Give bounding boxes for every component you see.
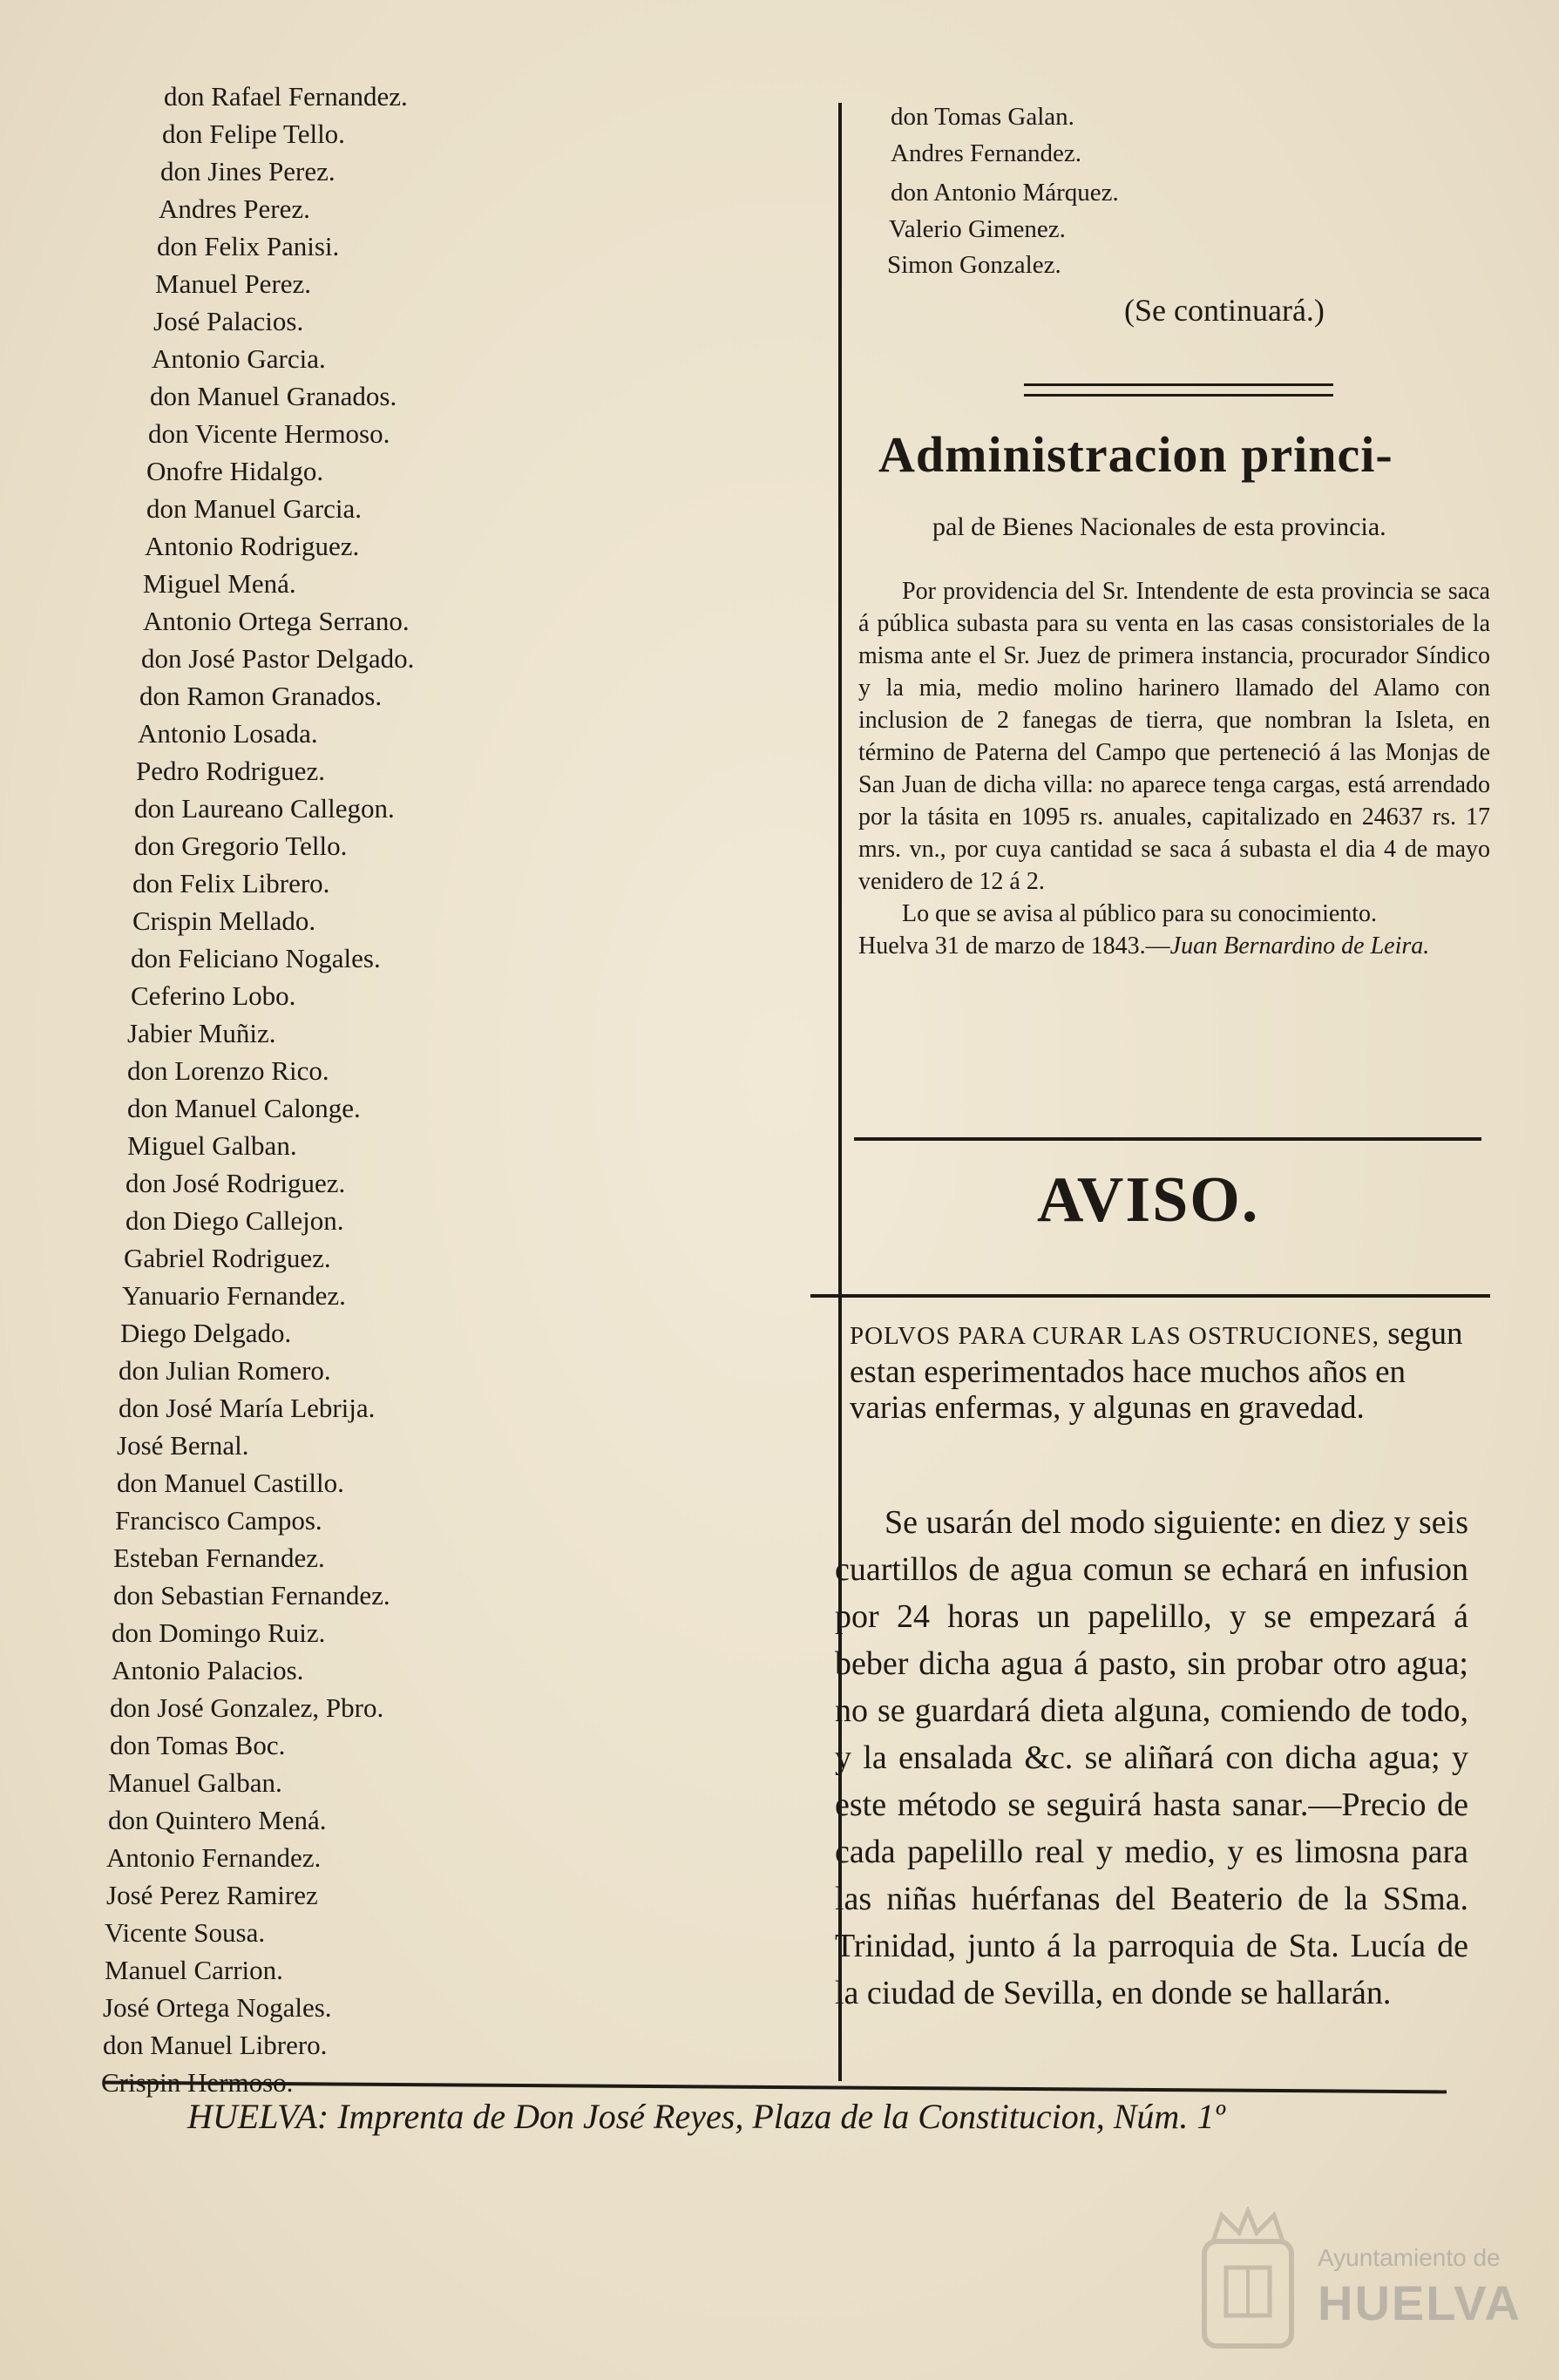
list-item: don Vicente Hermoso. xyxy=(148,418,390,449)
list-item: Manuel Carrion. xyxy=(105,1955,283,1985)
admin-public-notice: Lo que se avisa al público para su conocimiento. xyxy=(902,900,1378,927)
list-item: don Quintero Mená. xyxy=(108,1805,327,1835)
list-item: don Feliciano Nogales. xyxy=(131,943,381,973)
list-item: Gabriel Rodriguez. xyxy=(124,1243,331,1273)
watermark-line1: Ayuntamiento de xyxy=(1318,2244,1501,2271)
list-item: don Manuel Castillo. xyxy=(117,1468,344,1498)
list-item: don José María Lebrija. xyxy=(119,1393,376,1423)
list-item: don Jines Perez. xyxy=(160,156,336,186)
place-date: Huelva 31 de marzo de 1843.— xyxy=(858,932,1170,959)
list-item: don Tomas Boc. xyxy=(110,1730,286,1760)
section-divider xyxy=(854,1137,1481,1141)
list-item: Esteban Fernandez. xyxy=(113,1543,325,1573)
aviso-heading: AVISO. xyxy=(1037,1164,1260,1236)
aviso-paragraph: Se usarán del modo siguiente: en diez y seis cuartillos de agua comun se echará en infusion por 24 horas un papelillo, y se empezará á beber dicha agua á pasto, sin probar otro agua; no se guardará dieta alguna, comiendo de todo, y la ensalada &c. se aliñará con dicha agua; y este método se seguirá hasta sanar.—Precio de cada papelillo real y medio, y es limosna para las niñas huérfanas del Beaterio de la SSma. Trinidad, junto á la parroquia de Sta. Lucía de la ciudad de Sevilla, en donde se hallarán. xyxy=(835,1504,1468,2011)
list-item: Antonio Ortega Serrano. xyxy=(143,606,410,636)
list-item: Yanuario Fernandez. xyxy=(122,1280,346,1311)
list-item: José Palacios. xyxy=(153,306,304,336)
list-item: Miguel Galban. xyxy=(127,1130,297,1161)
list-item: Jabier Muñiz. xyxy=(127,1018,276,1048)
watermark-line2: HUELVA xyxy=(1318,2275,1522,2330)
list-item: don Sebastian Fernandez. xyxy=(113,1580,390,1610)
list-item: Manuel Galban. xyxy=(108,1767,282,1798)
city-shield-icon xyxy=(1196,2207,1300,2355)
product-description: segun estan esperimentados hace muchos años en varias enfermas, y algunas en gravedad. xyxy=(850,1316,1463,1426)
list-item: don José Pastor Delgado. xyxy=(141,643,415,674)
list-item: Ceferino Lobo. xyxy=(131,980,296,1011)
list-item: Onofre Hidalgo. xyxy=(146,456,324,486)
list-item: don Diego Callejon. xyxy=(125,1205,344,1236)
list-item: don Antonio Márquez. xyxy=(891,179,1119,207)
list-item: don Ramon Granados. xyxy=(139,681,383,711)
admin-signature-line xyxy=(858,930,1490,962)
list-item: Crispin Hermoso. xyxy=(101,2067,294,2098)
list-item: don Felix Librero. xyxy=(132,868,330,898)
list-item: don Rafael Fernandez. xyxy=(164,81,408,112)
continued-note: (Se continuará.) xyxy=(1124,293,1325,328)
list-item: don Tomas Galan. xyxy=(891,103,1074,131)
names-left-column xyxy=(0,0,784,2109)
aviso-body xyxy=(835,1499,1468,2017)
list-item: Andres Perez. xyxy=(159,193,310,224)
list-item: José Bernal. xyxy=(117,1430,249,1461)
admin-notice-body xyxy=(858,575,1490,962)
list-item: José Perez Ramirez xyxy=(106,1880,318,1910)
list-item: Antonio Fernandez. xyxy=(106,1842,322,1873)
list-item: don Manuel Librero. xyxy=(103,2030,328,2060)
aviso-product-heading xyxy=(850,1316,1477,1426)
section-divider xyxy=(1024,383,1333,397)
list-item: José Ortega Nogales. xyxy=(103,1992,332,2023)
list-item: Antonio Rodriguez. xyxy=(145,531,360,561)
product-title: POLVOS PARA CURAR LAS OSTRUCIONES, xyxy=(850,1322,1379,1350)
list-item: don Felipe Tello. xyxy=(162,119,345,149)
list-item: Manuel Perez. xyxy=(155,268,312,299)
list-item: Valerio Gimenez. xyxy=(889,215,1066,243)
admin-subheading: pal de Bienes Nacionales de esta provincia. xyxy=(932,512,1386,541)
signature: Juan Bernardino de Leira. xyxy=(1169,932,1430,959)
list-item: don Manuel Granados. xyxy=(150,381,397,411)
admin-heading: Administracion princi- xyxy=(878,426,1393,483)
list-item: Miguel Mená. xyxy=(143,568,296,599)
list-item: Antonio Palacios. xyxy=(112,1655,304,1685)
list-item: Vicente Sousa. xyxy=(105,1917,266,1948)
imprint-line: HUELVA: Imprenta de Don José Reyes, Plaza de la Constitucion, Núm. 1º xyxy=(187,2097,1225,2136)
list-item: don Domingo Ruiz. xyxy=(112,1617,326,1648)
list-item: don Julian Romero. xyxy=(119,1355,331,1386)
admin-paragraph: Por providencia del Sr. Intendente de esta provincia se saca á pública subasta para su venta en las casas consistoriales de la misma ante el Sr. Juez de primera instancia, procurador Síndico y la mia, medio molino harinero llamado del Alamo con inclusion de 2 fanegas de tierra, que nombran la Isleta, en término de Paterna del Campo que perteneció á las Monjas de San Juan de dicha villa: no aparece tenga cargas, está arrendado por la tásita en 1095 rs. anuales, capitalizado en 24637 rs. 17 mrs. vn., por cuya cantidad se saca á subasta el dia 4 de mayo venidero de 12 á 2. xyxy=(858,578,1490,895)
list-item: don Lorenzo Rico. xyxy=(127,1055,329,1086)
list-item: Antonio Losada. xyxy=(138,718,318,749)
section-divider xyxy=(810,1294,1490,1298)
list-item: don Manuel Calonge. xyxy=(127,1093,361,1123)
list-item: Antonio Garcia. xyxy=(152,343,326,374)
list-item: Andres Fernandez. xyxy=(891,139,1082,167)
list-item: don Gregorio Tello. xyxy=(134,831,348,861)
list-item: Crispin Mellado. xyxy=(132,905,316,936)
list-item: don Laureano Callegon. xyxy=(134,793,395,824)
list-item: Francisco Campos. xyxy=(115,1505,322,1536)
list-item: don José Rodriguez. xyxy=(125,1168,346,1198)
list-item: don Felix Panisi. xyxy=(157,231,340,261)
list-item: Pedro Rodriguez. xyxy=(136,756,325,786)
list-item: don José Gonzalez, Pbro. xyxy=(110,1692,384,1723)
list-item: Simon Gonzalez. xyxy=(887,251,1061,279)
list-item: don Manuel Garcia. xyxy=(146,493,363,524)
list-item: Diego Delgado. xyxy=(120,1318,292,1348)
